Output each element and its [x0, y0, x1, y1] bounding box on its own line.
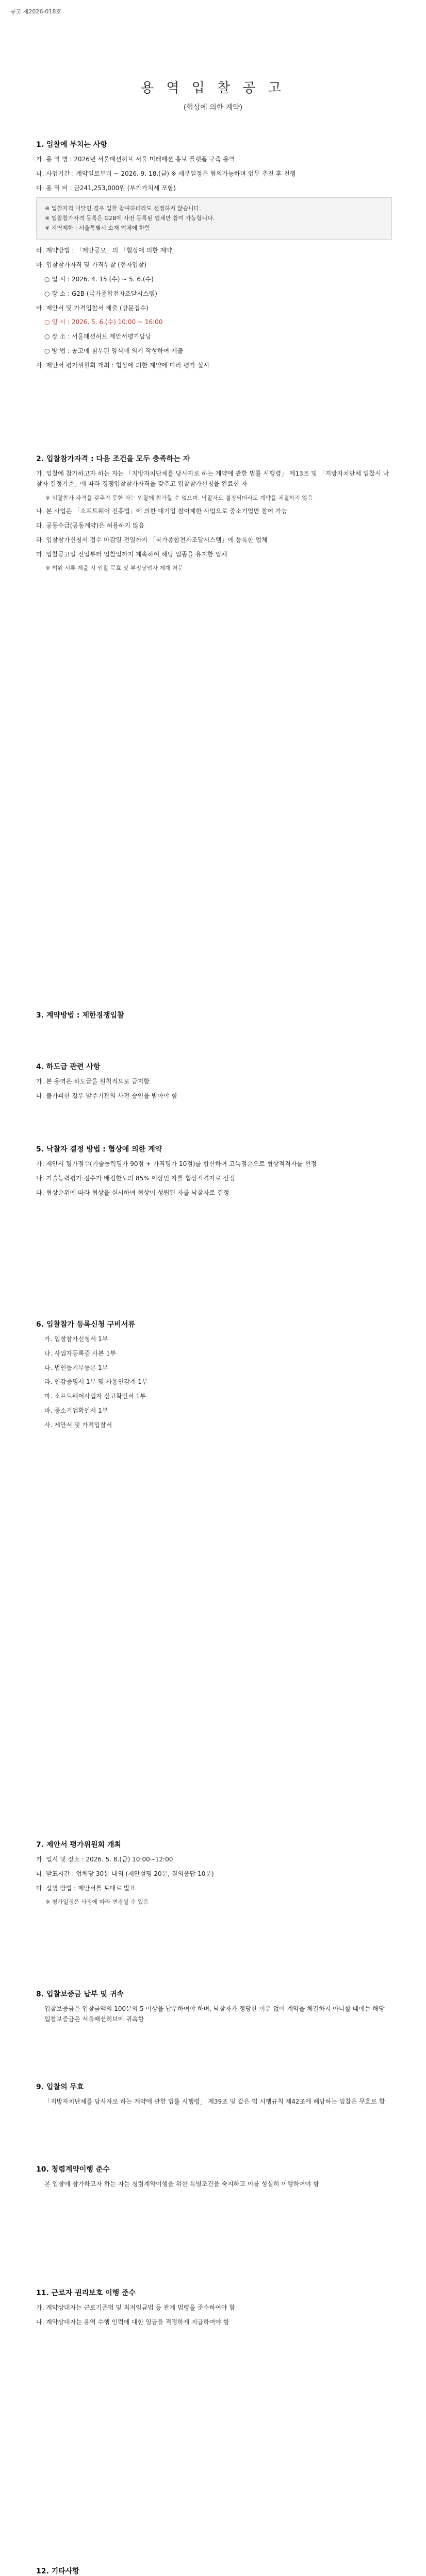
list-item: 나. 발표시간 : 업체당 30분 내외 (제안설명 20분, 질의응답 10분) — [36, 1870, 214, 1877]
list-item: 다. 설명 방법 : 제안서를 토대로 발표 — [36, 1884, 136, 1892]
list-item: 사. 제안서 및 가격입찰서 — [44, 1421, 112, 1429]
section-title: 5. 낙찰자 결정 방법 : 협상에 의한 계약 — [36, 1145, 162, 1154]
section-12 — [36, 2566, 392, 2576]
list-item: 다. 용 역 비 : 금241,253,000원 (부가가치세 포함) — [36, 184, 176, 192]
section-title: 7. 제안서 평가위원회 개최 — [36, 1841, 121, 1849]
section-title: 10. 청렴계약이행 준수 — [36, 2165, 110, 2174]
list-item: 바. 제안서 및 가격입찰서 제출 (방문접수) — [36, 304, 149, 312]
section-11 — [36, 2287, 392, 2332]
list-item: 가. 계약상대자는 근로기준법 및 최저임금법 등 관계 법령을 준수하여야 함 — [36, 2304, 235, 2311]
list-item: ○ 장 소 : 서울패션허브 제안서평가담당 — [44, 333, 152, 341]
note: ※ 입찰참가 자격을 갖추지 못한 자는 입찰에 참가할 수 없으며, 낙찰자로 결정되더라도 계약을 체결하지 않음 — [45, 494, 313, 501]
list-item: 가. 제안서 평가점수(기술능력평가 90점 + 가격평가 10점)를 합산하여 고득점순으로 협상적격자를 선정 — [36, 1160, 317, 1167]
list-item: 나. 사업자등록증 사본 1부 — [44, 1349, 116, 1357]
list-item: 입찰보증금은 입찰금액의 100분의 5 이상을 납부하여야 하며, 낙찰자가 정당한 이유 없이 계약을 체결하지 아니할 때에는 해당 입찰보증금은 서울패션허브에 귀속함 — [44, 2005, 385, 2023]
section-10 — [36, 2164, 392, 2194]
section-title: 2. 입찰참가자격 : 다음 조건을 모두 충족하는 자 — [36, 455, 190, 463]
section-2 — [36, 453, 392, 577]
list-item: 사. 제안서 평가위원회 개최 : 협상에 의한 계약에 따라 평가 실시 — [36, 361, 209, 369]
notice-box — [36, 197, 392, 240]
list-item: ○ 일 시 : 2026. 4. 15.(수) ~ 5. 6.(수) — [44, 276, 154, 283]
list-item: 가. 용 역 명 : 2026년 서울패션허브 서울 미래패션 홍보 플랫폼 구축 용역 — [36, 156, 235, 163]
section-4 — [36, 1061, 392, 1106]
list-item: 본 입찰에 참가하고자 하는 자는 청렴계약이행을 위한 특별조건을 숙지하고 이를 성실히 이행하여야 함 — [44, 2180, 319, 2188]
list-item: ○ 일 시 : 2026. 5. 6.(수) 10:00 ~ 16:00 — [44, 318, 163, 326]
section-title: 8. 입찰보증금 납부 및 귀속 — [36, 1990, 124, 1998]
section-6 — [36, 1319, 392, 1435]
list-item: 마. 입찰공고일 전일부터 입찰일까지 계속하여 해당 업종을 유지한 업체 — [36, 550, 227, 558]
note: ※ 허위 서류 제출 시 입찰 무효 및 부정당업자 제재 처분 — [45, 565, 184, 572]
section-title: 9. 입찰의 무효 — [36, 2083, 84, 2091]
list-item: 라. 입찰참가신청서 접수 마감일 전일까지 「국가종합전자조달시스템」에 등록한 업체 — [36, 536, 268, 544]
list-item: 나. 사업기간 : 계약일로부터 ~ 2026. 9. 18.(금) ※ 세부일정은 협의가능하며 업무 추진 후 진행 — [36, 170, 296, 177]
notice-line: ※ 입찰자격 미달인 경우 입찰 참여하더라도 선정하지 않습니다. — [45, 205, 201, 212]
section-9 — [36, 2081, 392, 2111]
list-item: 가. 본 용역은 하도급을 원칙적으로 금지함 — [36, 1078, 150, 1085]
section-title: 4. 하도급 관련 사항 — [36, 1063, 101, 1071]
notice-line: ※ 지역제한 : 서울특별시 소재 업체에 한함 — [45, 224, 150, 231]
list-item: 가. 입찰에 참가하고자 하는 자는 「지방자치단체를 당사자로 하는 계약에 관한 법률 시행령」 제13조 및 「지방자치단체 입찰시 낙찰자 결정기준」에 따라 경쟁입찰참가자격을 갖추고 입찰참가신청을 완료한 자 — [36, 470, 389, 487]
list-item: 「지방자치단체를 당사자로 하는 계약에 관한 법률 시행령」 제39조 및 같은 법 시행규칙 제42조에 해당하는 입찰은 무효로 함 — [44, 2098, 385, 2105]
list-item: 가. 입찰참가신청서 1부 — [44, 1335, 108, 1343]
list-item: 라. 인감증명서 1부 및 사용인감계 1부 — [44, 1378, 148, 1386]
list-item: ○ 장 소 : G2B (국가종합전자조달시스템) — [44, 290, 157, 297]
section-3 — [36, 1010, 392, 1025]
list-item: 다. 협상순위에 따라 협상을 실시하여 협상이 성립된 자를 낙찰자로 결정 — [36, 1189, 230, 1196]
note: ※ 평가일정은 사정에 따라 변경될 수 있음 — [45, 1899, 149, 1906]
list-item: 나. 불가피한 경우 발주기관의 사전 승인을 받아야 함 — [36, 1092, 177, 1099]
section-5 — [36, 1144, 392, 1202]
page-title: 용 역 입 찰 공 고 — [140, 80, 286, 96]
list-item: 나. 본 사업은 「소프트웨어 진흥법」에 의한 대기업 참여제한 사업으로 중소기업만 참여 가능 — [36, 507, 288, 515]
section-7 — [36, 1839, 392, 1911]
section-title: 1. 입찰에 부치는 사항 — [36, 141, 107, 149]
section-title: 12. 기타사항 — [36, 2567, 79, 2575]
section-8 — [36, 1989, 392, 2029]
page-subtitle: (협상에 의한 계약) — [183, 104, 243, 112]
list-item: 가. 일시 및 장소 : 2026. 5. 8.(금) 10:00~12:00 — [36, 1856, 173, 1863]
list-item: 라. 계약방법 : 「제안공모」의 「협상에 의한 계약」 — [36, 247, 178, 255]
section-title: 3. 계약방법 : 제한경쟁입찰 — [36, 1011, 124, 1020]
list-item: 바. 중소기업확인서 1부 — [44, 1406, 108, 1414]
list-item: 다. 법인등기부등본 1부 — [44, 1364, 108, 1371]
list-item: 나. 기술능력평가 점수가 배점한도의 85% 이상인 자를 협상적격자로 선정 — [36, 1174, 235, 1182]
list-item: 마. 소프트웨어사업자 신고확인서 1부 — [44, 1393, 146, 1400]
list-item: 마. 입찰참가자격 및 가격투찰 (전자입찰) — [36, 261, 146, 269]
section-title: 6. 입찰참가 등록신청 구비서류 — [36, 1320, 135, 1329]
section-1 — [36, 139, 392, 375]
list-item: ○ 방 법 : 공고에 첨부된 양식에 의거 작성하여 제출 — [44, 347, 184, 355]
list-item: 다. 공동수급(공동계약)은 허용하지 않음 — [36, 521, 145, 529]
notice-line: ※ 입찰참가자격 등록은 G2B에 사전 등록된 업체만 참여 가능합니다. — [45, 215, 215, 222]
list-item: 나. 계약상대자는 용역 수행 인력에 대한 임금을 적정하게 지급하여야 함 — [36, 2318, 230, 2326]
doc-number: 공고 제2026-018호 — [10, 8, 61, 15]
section-title: 11. 근로자 권리보호 이행 준수 — [36, 2289, 136, 2297]
